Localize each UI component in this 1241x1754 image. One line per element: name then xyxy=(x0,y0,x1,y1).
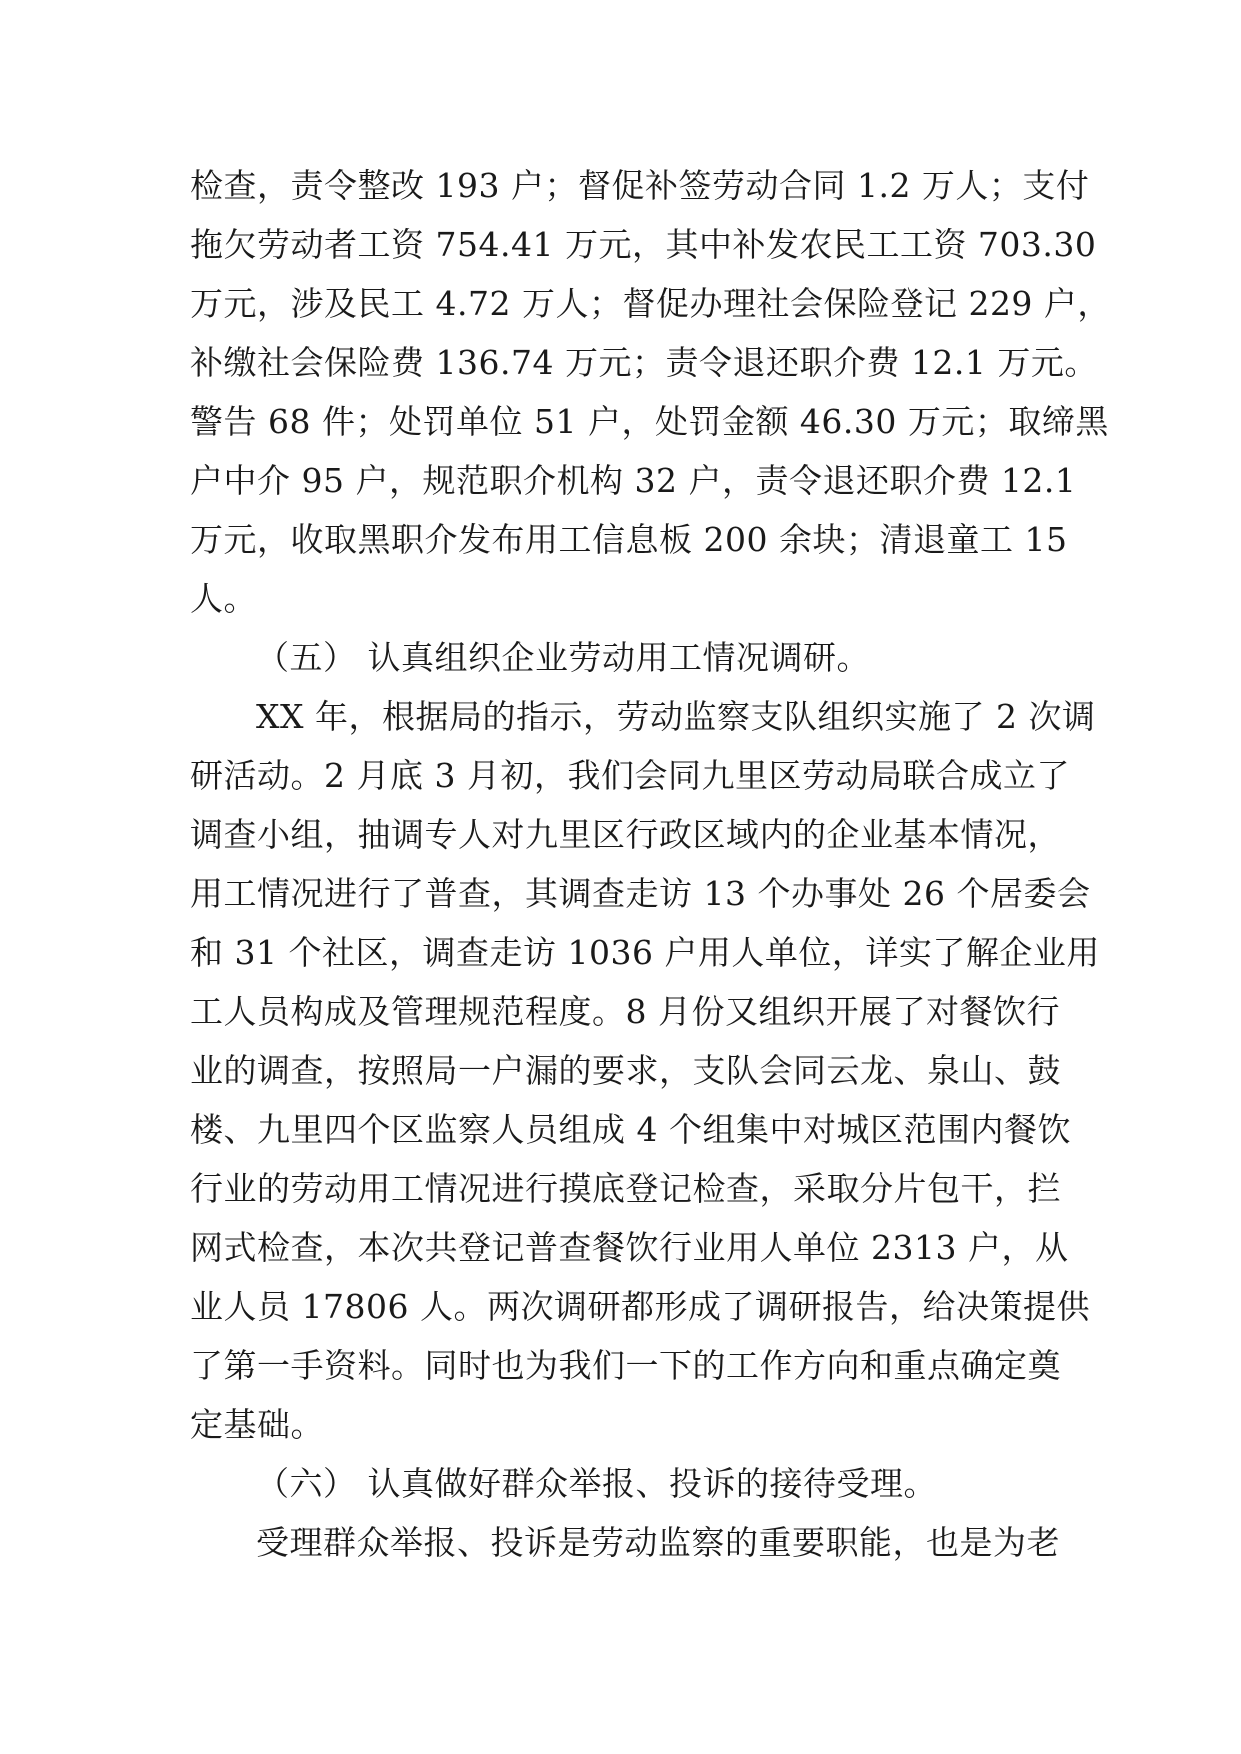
text-line: 研活动。2 月底 3 月初，我们会同九里区劳动局联合成立了 xyxy=(190,756,1070,795)
text-line: 楼、九里四个区监察人员组成 4 个组集中对城区范围内餐饮 xyxy=(190,1110,1071,1149)
text-line: 了第一手资料。同时也为我们一下的工作方向和重点确定奠 xyxy=(190,1346,1061,1385)
text-line: 网式检查，本次共登记普查餐饮行业用人单位 2313 户，从 xyxy=(190,1228,1069,1267)
heading-line: （六） 认真做好群众举报、投诉的接待受理。 xyxy=(256,1464,937,1503)
text-line: XX 年，根据局的指示，劳动监察支队组织实施了 2 次调 xyxy=(256,697,1096,736)
paragraph-inspection-results xyxy=(190,156,1111,628)
text-line: 补缴社会保险费 136.74 万元；责令退还职介费 12.1 万元。 xyxy=(190,343,1098,382)
paragraph-survey xyxy=(190,687,1100,1454)
text-line: 行业的劳动用工情况进行摸底登记检查，采取分片包干，拦 xyxy=(190,1169,1061,1208)
text-line: 万元，收取黑职介发布用工信息板 200 余块；清退童工 15 xyxy=(190,520,1068,559)
text-line: 工人员构成及管理规范程度。8 月份又组织开展了对餐饮行 xyxy=(190,992,1060,1031)
heading-line: （五） 认真组织企业劳动用工情况调研。 xyxy=(256,638,870,677)
document-body xyxy=(190,156,1111,1572)
text-line: 用工情况进行了普查，其调查走访 13 个办事处 26 个居委会 xyxy=(190,874,1091,913)
text-line: 调查小组，抽调专人对九里区行政区域内的企业基本情况， xyxy=(190,815,1061,854)
text-line: 警告 68 件；处罚单位 51 户，处罚金额 46.30 万元；取缔黑 xyxy=(190,402,1109,441)
text-line: 定基础。 xyxy=(190,1405,324,1444)
text-line: 万元，涉及民工 4.72 万人；督促办理社会保险登记 229 户， xyxy=(190,284,1111,323)
text-line: 业的调查，按照局一户漏的要求，支队会同云龙、泉山、鼓 xyxy=(190,1051,1061,1090)
section-heading-6 xyxy=(190,1454,1060,1513)
text-line: 业人员 17806 人。两次调研都形成了调研报告，给决策提供 xyxy=(190,1287,1090,1326)
text-line: 拖欠劳动者工资 754.41 万元，其中补发农民工工资 703.30 xyxy=(190,225,1097,264)
text-line: 受理群众举报、投诉是劳动监察的重要职能，也是为老 xyxy=(256,1523,1060,1562)
text-line: 户中介 95 户，规范职介机构 32 户，责令退还职介费 12.1 xyxy=(190,461,1077,500)
text-line: 人。 xyxy=(190,579,257,618)
section-heading-5 xyxy=(190,628,1060,687)
text-line: 和 31 个社区，调查走访 1036 户用人单位，详实了解企业用 xyxy=(190,933,1100,972)
paragraph-complaints xyxy=(190,1513,1060,1572)
text-line: 检查，责令整改 193 户；督促补签劳动合同 1.2 万人；支付 xyxy=(190,166,1090,205)
